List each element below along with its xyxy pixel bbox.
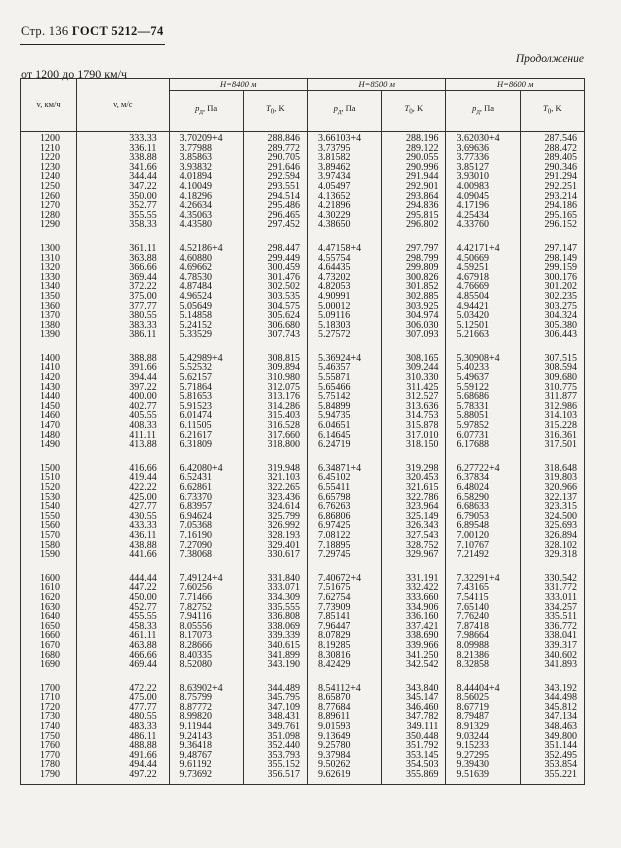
pressure-cell: 4.52186+4 4.60880 4.69662 4.78530 4.87484 4.96524 5.05649 5.14858 5.24152 5.33529 (169, 240, 243, 350)
table-row-block (21, 460, 585, 570)
page-label: Стр. 136 (21, 24, 69, 38)
temperature-cell: 297.147 298.149 299.159 300.176 301.202 302.235 303.275 304.324 305.380 306.443 (520, 240, 584, 350)
speed-kmh-cell: 1700 1710 1720 1730 1740 1750 1760 1770 1780 1790 (21, 680, 77, 784)
table-row-block (21, 350, 585, 460)
col-header-altitude-2: H=8500 м (307, 79, 445, 91)
temperature-cell: 331.191 332.422 333.660 334.906 336.160 337.421 338.690 339.966 341.250 342.542 (382, 570, 446, 680)
pressure-cell: 5.36924+4 5.46357 5.55871 5.65466 5.75142 5.84899 5.94735 6.04651 6.14645 6.24719 (307, 350, 381, 460)
pressure-cell: 8.63902+4 8.75799 8.87772 8.99820 9.11944 9.24143 9.36418 9.48767 9.61192 9.73692 (169, 680, 243, 784)
page-header (21, 24, 164, 39)
temperature-cell: 297.797 298.799 299.809 300.826 301.852 302.885 303.925 304.974 306.030 307.093 (382, 240, 446, 350)
col-header-temperature: $T_0$, K (243, 91, 307, 132)
col-header-speed-ms: v, м/с (77, 79, 169, 132)
table-row-block (21, 570, 585, 680)
col-header-temperature: $T_0$, K (382, 91, 446, 132)
speed-kmh-cell: 1500 1510 1520 1530 1540 1550 1560 1570 1580 1590 (21, 460, 77, 570)
temperature-cell: 319.298 320.453 321.615 322.786 323.964 325.149 326.343 327.543 328.752 329.967 (382, 460, 446, 570)
pressure-cell: 3.62030+4 3.69636 3.77336 3.85127 3.93010 4.00983 4.09045 4.17196 4.25434 4.33760 (446, 132, 520, 240)
col-header-pressure: $p_д$, Па (169, 91, 243, 132)
table-row-block (21, 680, 585, 784)
col-header-pressure: $p_д$, Па (307, 91, 381, 132)
speed-ms-cell: 472.22 475.00 477.77 480.55 483.33 486.11 488.88 491.66 494.44 497.22 (77, 680, 169, 784)
speed-ms-cell: 444.44 447.22 450.00 452.77 455.55 458.33 461.11 463.88 466.66 469.44 (77, 570, 169, 680)
pressure-cell: 3.70209+4 3.77988 3.85863 3.93832 4.01894 4.10049 4.18296 4.26634 4.35063 4.43580 (169, 132, 243, 240)
speed-ms-cell: 361.11 363.88 366.66 369.44 372.22 375.00 377.77 380.55 383.33 386.11 (77, 240, 169, 350)
pressure-cell: 8.54112+4 8.65870 8.77684 8.89611 9.01593 9.13649 9.25780 9.37984 9.50262 9.62619 (307, 680, 381, 784)
temperature-cell: 307.515 308.594 309.680 310.775 311.877 312.986 314.103 315.228 316.361 317.501 (520, 350, 584, 460)
speed-ms-cell: 388.88 391.66 394.44 397.22 400.00 402.77 405.55 408.33 411.11 413.88 (77, 350, 169, 460)
table-body (21, 132, 585, 785)
pressure-cell: 6.34871+4 6.45102 6.55411 6.65798 6.76263 6.86806 6.97425 7.08122 7.18895 7.29745 (307, 460, 381, 570)
temperature-cell: 343.192 344.498 345.812 347.134 348.463 349.800 351.144 352.495 353.854 355.221 (520, 680, 584, 784)
temperature-cell: 344.489 345.795 347.109 348.431 349.761 351.098 352.440 353.793 355.152 356.517 (243, 680, 307, 784)
temperature-cell: 330.542 331.772 333.011 334.257 335.511 336.772 338.041 339.317 340.602 341.893 (520, 570, 584, 680)
continued-label: Продолжение (515, 53, 584, 65)
speed-kmh-cell: 1200 1210 1220 1230 1240 1250 1260 1270 1280 1290 (21, 132, 77, 240)
temperature-cell: 287.546 288.472 289.405 290.346 291.294 292.251 293.214 294.186 295.165 296.152 (520, 132, 584, 240)
pressure-cell: 8.44404+4 8.56025 8.67719 8.79487 8.91329 9.03244 9.15233 9.27295 9.39430 9.51639 (446, 680, 520, 784)
col-header-altitude-1: H=8400 м (169, 79, 307, 91)
pressure-cell: 3.66103+4 3.73795 3.81582 3.89462 3.97434 4.05497 4.13652 4.21896 4.30229 4.38650 (307, 132, 381, 240)
range-label: от 1200 до 1790 км/ч (21, 67, 127, 81)
temperature-cell: 319.948 321.103 322.265 323.436 324.614 325.799 326.992 328.193 329.401 330.617 (243, 460, 307, 570)
pressure-cell: 5.30908+4 5.40233 5.49637 5.59122 5.68686 5.78331 5.88051 5.97852 6.07731 6.17688 (446, 350, 520, 460)
header-rule (20, 44, 165, 45)
temperature-cell: 308.815 309.894 310.980 312.075 313.176 314.286 315.403 316.528 317.660 318.800 (243, 350, 307, 460)
table-row-block (21, 132, 585, 240)
speed-kmh-cell: 1600 1610 1620 1630 1640 1650 1660 1670 1680 1690 (21, 570, 77, 680)
temperature-cell: 298.447 299.449 300.459 301.476 302.502 303.535 304.575 305.624 306.680 307.743 (243, 240, 307, 350)
temperature-cell: 288.846 289.772 290.705 291.646 292.594 293.551 294.514 295.486 296.465 297.452 (243, 132, 307, 240)
speed-ms-cell: 333.33 336.11 338.88 341.66 344.44 347.22 350.00 352.77 355.55 358.33 (77, 132, 169, 240)
pressure-cell: 7.40672+4 7.51675 7.62754 7.73909 7.85141 7.96447 8.07829 8.19285 8.30816 8.42429 (307, 570, 381, 680)
temperature-cell: 331.840 333.071 334.309 335.555 336.808 338.069 339.339 340.615 341.899 343.190 (243, 570, 307, 680)
temperature-cell: 343.840 345.147 346.460 347.782 349.111 350.448 351.792 353.145 354.503 355.869 (382, 680, 446, 784)
pressure-cell: 6.42080+4 6.52431 6.62861 6.73370 6.83957 6.94624 7.05368 7.16190 7.27090 7.38068 (169, 460, 243, 570)
atmosphere-table (20, 78, 585, 785)
speed-ms-cell: 416.66 419.44 422.22 425.00 427.77 430.55 433.33 436.11 438.88 441.66 (77, 460, 169, 570)
pressure-cell: 7.32291+4 7.43165 7.54115 7.65140 7.76240 7.87418 7.98664 8.09988 8.21386 8.32858 (446, 570, 520, 680)
speed-kmh-cell: 1400 1410 1420 1430 1440 1450 1460 1470 1480 1490 (21, 350, 77, 460)
speed-kmh-cell: 1300 1310 1320 1330 1340 1350 1360 1370 1380 1390 (21, 240, 77, 350)
pressure-cell: 7.49124+4 7.60256 7.71466 7.82752 7.94116 8.05556 8.17073 8.28666 8.40335 8.52080 (169, 570, 243, 680)
pressure-cell: 5.42989+4 5.52532 5.62157 5.71864 5.81653 5.91523 6.01474 6.11505 6.21617 6.31809 (169, 350, 243, 460)
col-header-speed-kmh: v, км/ч (21, 79, 77, 132)
temperature-cell: 308.165 309.244 310.330 311.425 312.527 313.636 314.753 315.878 317.010 318.150 (382, 350, 446, 460)
pressure-cell: 6.27722+4 6.37834 6.48024 6.58290 6.68633 6.79053 6.89548 7.00120 7.10767 7.21492 (446, 460, 520, 570)
pressure-cell: 4.42171+4 4.50669 4.59251 4.67918 4.76669 4.85504 4.94421 5.03420 5.12501 5.21663 (446, 240, 520, 350)
temperature-cell: 288.196 289.122 290.055 290.996 291.944 292.901 293.864 294.836 295.815 296.802 (382, 132, 446, 240)
table-row-block (21, 240, 585, 350)
pressure-cell: 4.47158+4 4.55754 4.64435 4.73202 4.82053 4.90991 5.00012 5.09116 5.18303 5.27572 (307, 240, 381, 350)
standard-code: ГОСТ 5212—74 (71, 24, 164, 38)
col-header-temperature: $T_0$, K (520, 91, 584, 132)
temperature-cell: 318.648 319.803 320.966 322.137 323.315 324.500 325.693 326.894 328.102 329.318 (520, 460, 584, 570)
col-header-altitude-3: H=8600 м (446, 79, 585, 91)
col-header-pressure: $p_д$, Па (446, 91, 520, 132)
